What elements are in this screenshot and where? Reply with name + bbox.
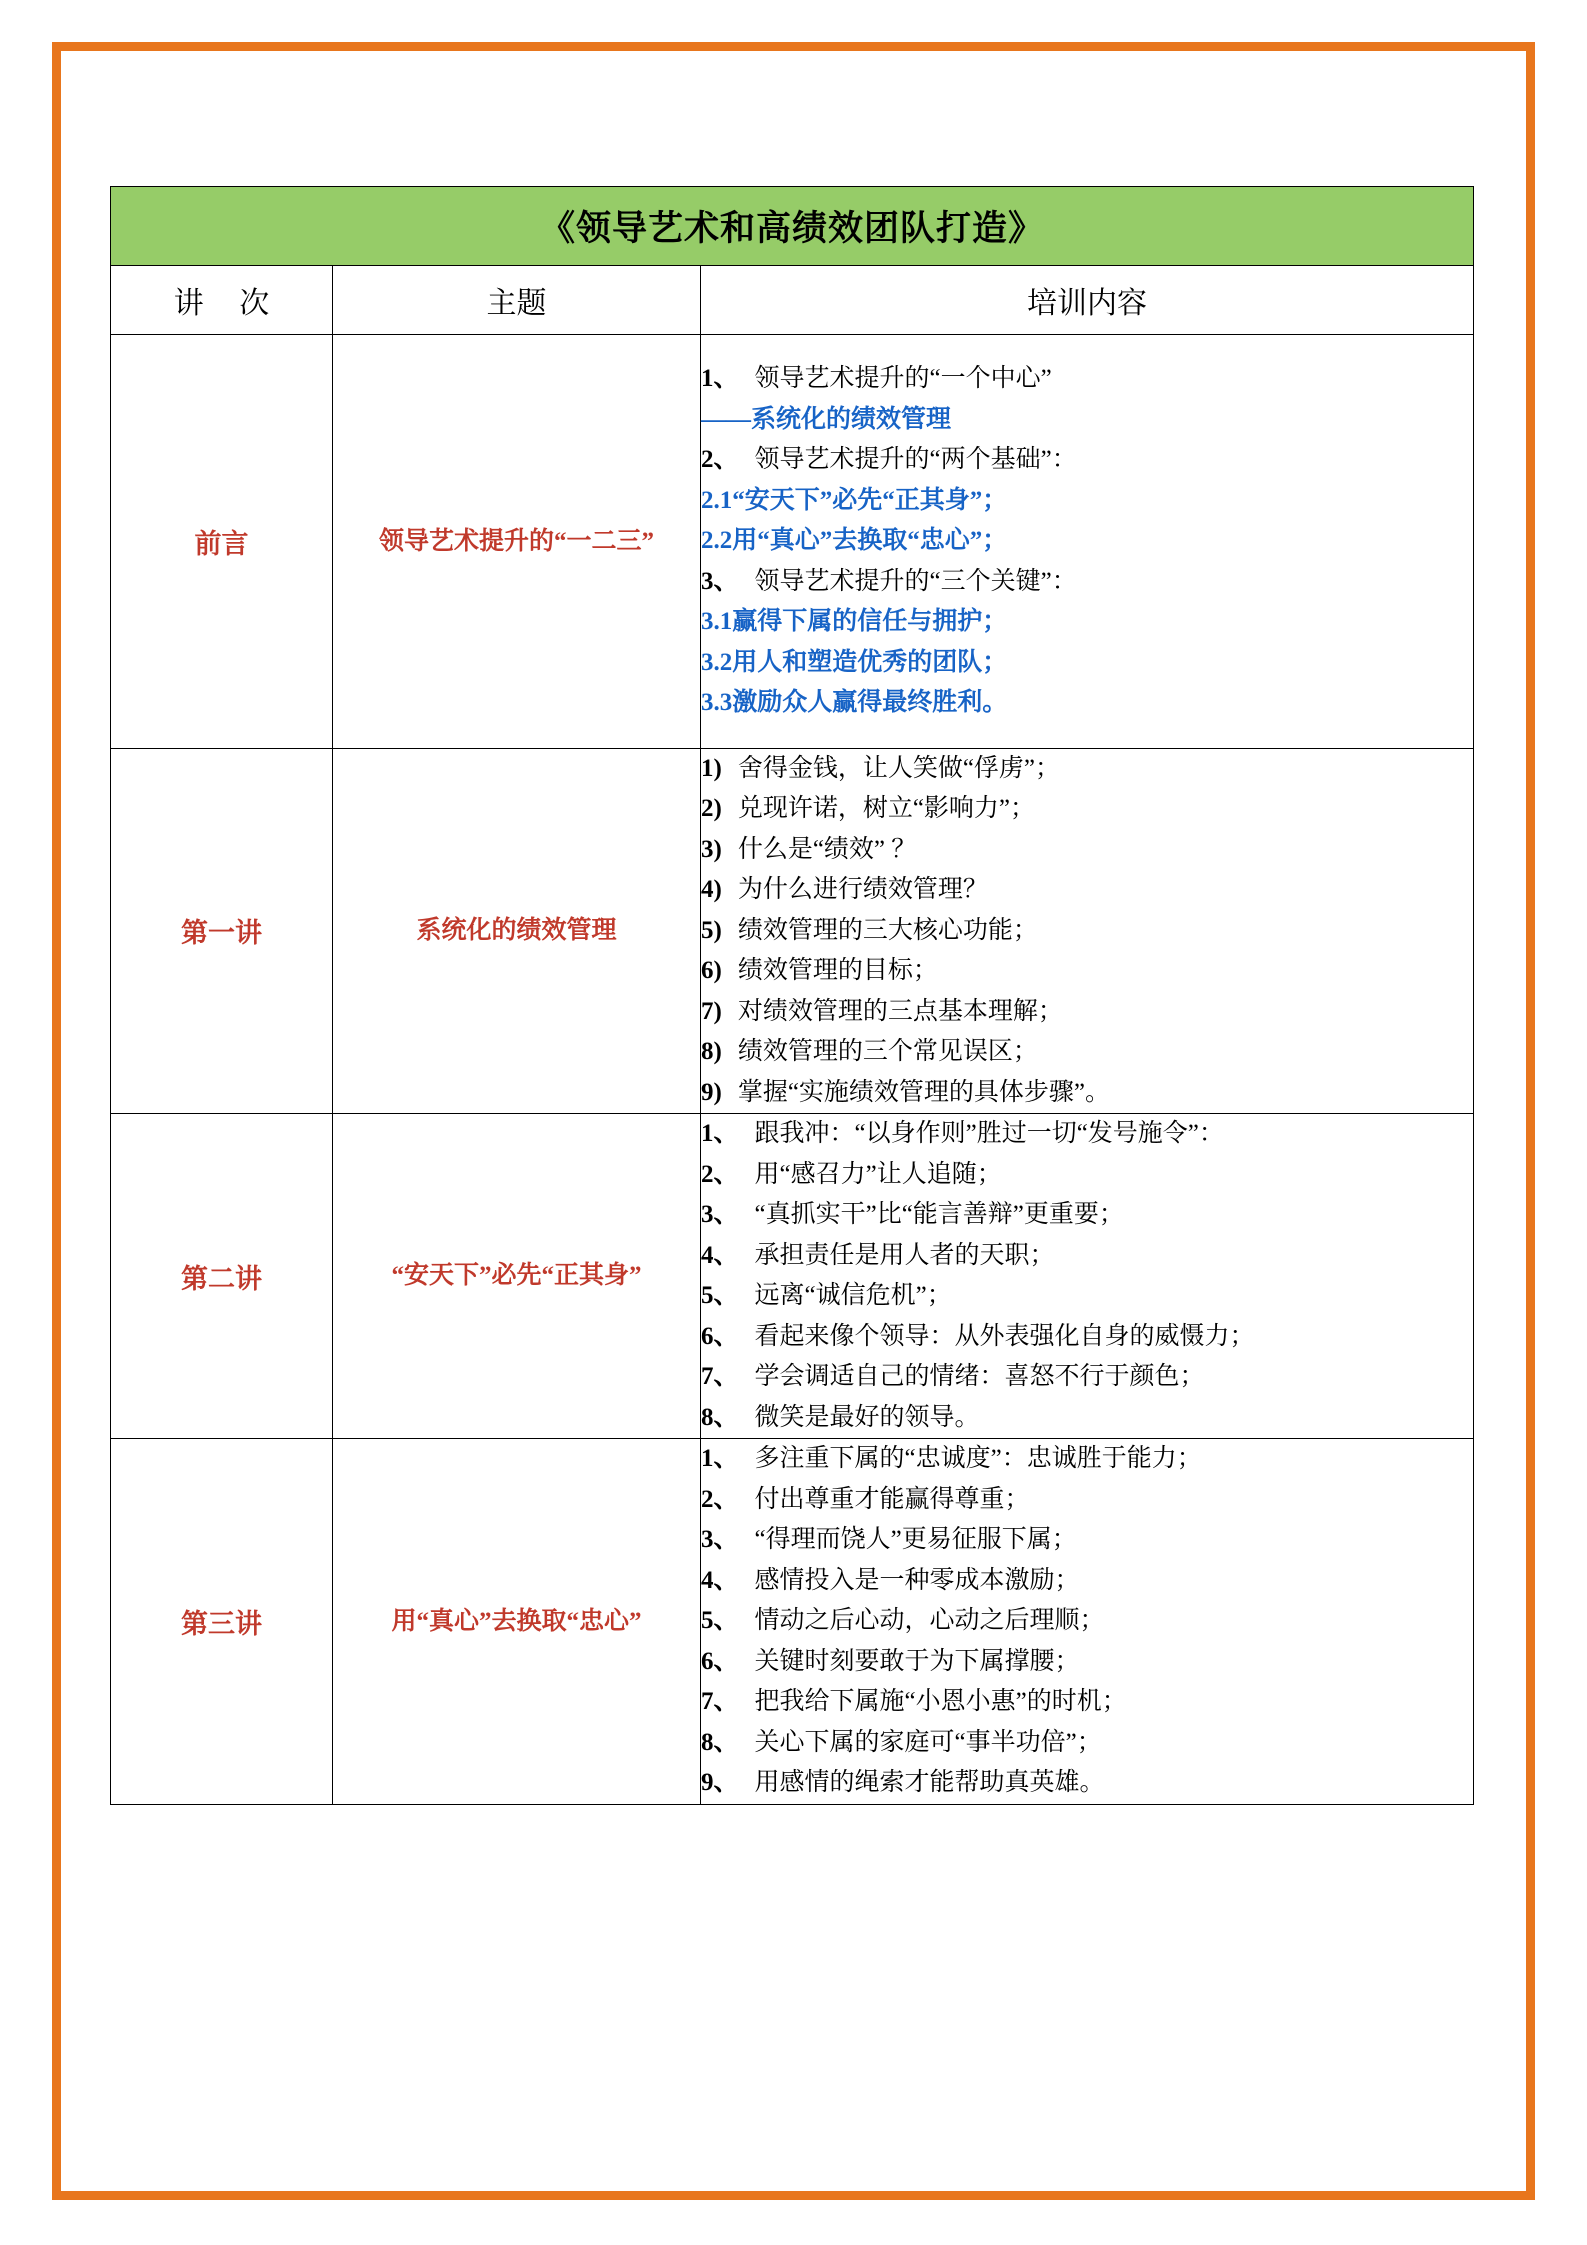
line-text: “真抓实干”比“能言善辩”更重要； [754,1201,1124,1228]
content-line [701,1195,1473,1236]
content-line [701,602,1473,643]
content-line [701,1439,1473,1480]
line-number: 6、 [701,1647,739,1675]
row-content [701,748,1474,1114]
content-line [701,1682,1473,1723]
line-text: 情动之后心动，心动之后理顺； [754,1607,1105,1634]
line-number: 5、 [701,1607,739,1634]
content-line [701,1398,1473,1439]
line-text: 领导艺术提升的“两个基础”： [754,446,1077,473]
line-text: 2.1“安天下”必先“正其身”； [701,486,1008,514]
line-text: 微笑是最好的领导。 [754,1403,980,1431]
content-line [701,789,1473,830]
line-number: 8、 [701,1728,739,1756]
line-text: 感情投入是一种零成本激励； [754,1566,1080,1594]
line-text: 什么是“绩效” ？ [737,835,917,863]
line-number: 8) [701,1038,722,1065]
row-content [701,1114,1474,1439]
line-text: 承担责任是用人者的天职； [754,1241,1055,1269]
row-topic: 领导艺术提升的“一二三” [333,335,701,749]
line-text: 3.1赢得下属的信任与拥护； [701,608,1008,635]
content-line [701,440,1473,481]
content-line [701,749,1473,790]
line-text: 远离“诚信危机”； [754,1282,952,1309]
row-lesson: 第一讲 [111,748,333,1114]
row-lesson: 前言 [111,335,333,749]
line-number: 2、 [701,446,739,473]
line-number: 2、 [701,1485,739,1513]
line-text: 领导艺术提升的“一个中心” [754,365,1052,392]
content-line [701,1073,1473,1114]
content-line [701,1317,1473,1358]
content-line [701,951,1473,992]
line-text: 为什么进行绩效管理？ [737,876,988,903]
line-number: 9) [701,1078,722,1106]
table-row [111,748,1474,1114]
line-number: 6) [701,957,722,984]
line-text: 绩效管理的三大核心功能； [737,916,1038,944]
syllabus-table [110,186,1474,1805]
line-number: 8、 [701,1403,739,1431]
line-number: 4、 [701,1241,739,1269]
content-line [701,1520,1473,1561]
table-header-row [111,266,1474,335]
content-line [701,1236,1473,1277]
line-text: 3.2用人和塑造优秀的团队； [701,648,1008,676]
content-line [701,1480,1473,1521]
content-line [701,1114,1473,1155]
line-text: 付出尊重才能赢得尊重； [754,1485,1030,1513]
table-row [111,335,1474,749]
line-text: ——系统化的绩效管理 [701,405,952,433]
line-number: 2) [701,795,722,822]
content-line [701,683,1473,724]
content-line [701,1357,1473,1398]
line-number: 2、 [701,1160,739,1188]
row-topic: 用“真心”去换取“忠心” [333,1439,701,1805]
line-text: 兑现许诺，树立“影响力”； [737,795,1036,822]
content-line [701,400,1473,441]
table-title-row [111,187,1474,266]
line-number: 1、 [701,365,739,392]
line-text: 看起来像个领导：从外表强化自身的威慑力； [754,1322,1255,1350]
content-line [701,1561,1473,1602]
line-text: 3.3激励众人赢得最终胜利。 [701,689,1008,716]
line-number: 9、 [701,1769,739,1796]
line-text: 关键时刻要敢于为下属撑腰； [754,1647,1080,1675]
line-number: 4、 [701,1566,739,1594]
content-line [701,521,1473,562]
line-text: 对绩效管理的三点基本理解； [737,997,1063,1025]
content-line [701,1763,1473,1804]
content-line [701,359,1473,400]
content-line [701,1155,1473,1196]
content-line [701,830,1473,871]
line-number: 5、 [701,1282,739,1309]
header-lesson: 讲 次 [111,266,333,335]
content-line [701,481,1473,522]
line-text: 2.2用“真心”去换取“忠心”； [701,527,1008,554]
row-lesson: 第二讲 [111,1114,333,1439]
document-title: 《领导艺术和高绩效团队打造》 [111,187,1474,266]
header-content: 培训内容 [701,266,1474,335]
line-number: 3、 [701,1201,739,1228]
line-number: 7、 [701,1688,739,1715]
table-row [111,1114,1474,1439]
row-topic: 系统化的绩效管理 [333,748,701,1114]
row-lesson: 第三讲 [111,1439,333,1805]
line-number: 1、 [701,1120,739,1147]
line-number: 1、 [701,1445,739,1472]
line-text: 用“感召力”让人追随； [754,1160,1002,1188]
line-number: 6、 [701,1322,739,1350]
line-number: 7) [701,997,722,1025]
table-row [111,1439,1474,1805]
line-text: 把我给下属施“小恩小惠”的时机； [754,1688,1127,1715]
content-line [701,1032,1473,1073]
line-text: “得理而饶人”更易征服下属； [754,1526,1077,1553]
line-text: 领导艺术提升的“三个关键”： [754,567,1077,595]
content-line [701,911,1473,952]
line-number: 3) [701,835,722,863]
line-text: 绩效管理的三个常见误区； [737,1038,1038,1065]
line-number: 1) [701,754,722,782]
content-line [701,1642,1473,1683]
line-number: 3、 [701,567,739,595]
content-line [701,992,1473,1033]
row-topic: “安天下”必先“正其身” [333,1114,701,1439]
line-text: 多注重下属的“忠诚度”：忠诚胜于能力； [754,1445,1202,1472]
content-line [701,1723,1473,1764]
content-line [701,1601,1473,1642]
line-number: 4) [701,876,722,903]
line-text: 跟我冲：“以身作则”胜过一切“发号施令”： [754,1120,1224,1147]
document-content [110,186,1473,1805]
line-text: 用感情的绳索才能帮助真英雄。 [754,1769,1105,1796]
content-line [701,643,1473,684]
content-line [701,870,1473,911]
line-text: 舍得金钱，让人笑做“俘虏”； [737,754,1061,782]
row-content [701,1439,1474,1805]
line-number: 5) [701,916,722,944]
line-number: 3、 [701,1526,739,1553]
line-number: 7、 [701,1363,739,1390]
content-line [701,562,1473,603]
line-text: 学会调适自己的情绪：喜怒不行于颜色； [754,1363,1205,1390]
line-text: 绩效管理的目标； [737,957,938,984]
content-line [701,1276,1473,1317]
row-content [701,335,1474,749]
header-topic: 主题 [333,266,701,335]
line-text: 关心下属的家庭可“事半功倍”； [754,1728,1102,1756]
line-text: 掌握“实施绩效管理的具体步骤”。 [737,1078,1111,1106]
